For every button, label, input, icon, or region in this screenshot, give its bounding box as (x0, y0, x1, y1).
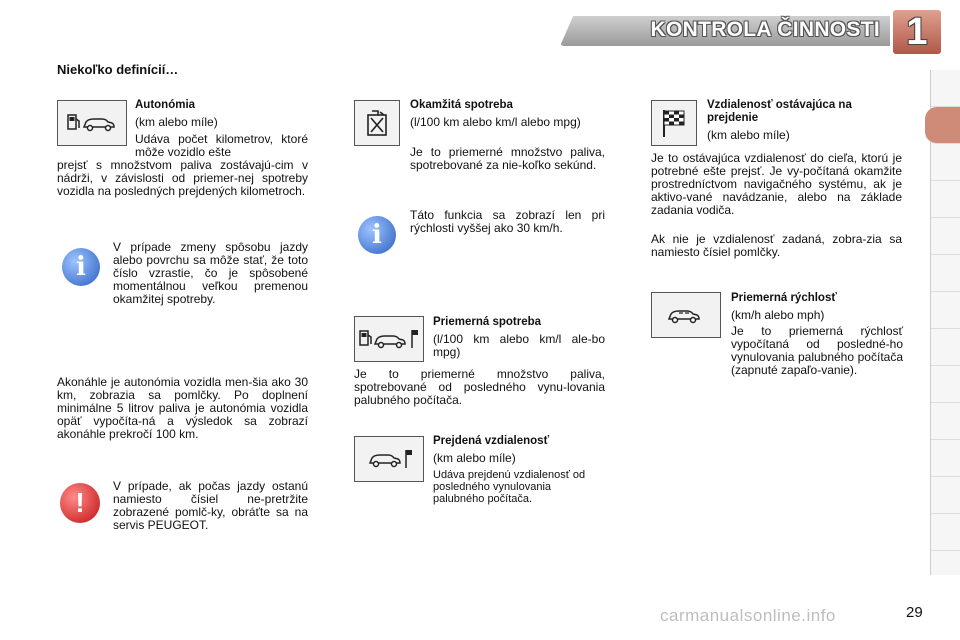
chapter-tab[interactable] (931, 70, 960, 107)
priemerna-rychlost-text: Je to priemerná rýchlosť vypočítaná od posledné-ho vynulovania palubného počítača (zapnuté zapaľo-vanie). (731, 324, 903, 377)
car-flag-icon (354, 436, 424, 482)
priemerna-rychlost-title: Priemerná rýchlosť (731, 292, 837, 304)
chapter-tab[interactable] (931, 329, 960, 366)
chapter-tab[interactable] (931, 403, 960, 440)
chapter-tab[interactable] (931, 181, 960, 218)
vzdialenost-unit: (km alebo míle) (707, 128, 790, 142)
chapter-tab[interactable] (931, 218, 960, 255)
chapter-tab[interactable] (931, 477, 960, 514)
chapter-tab[interactable] (931, 514, 960, 551)
page-title: KONTROLA ČINNOSTI (650, 18, 880, 41)
autonomia-note: Akonáhle je autonómia vozidla men-šia ako 30 km, zobrazia sa pomlčky. Po doplnení minimálne 5 litrov paliva je autonómia vozidla opäť vypočíta-ná a výsledok sa zobrazí akonáhle prekročí 100 km. (57, 375, 308, 441)
info-note-1: V prípade zmeny spôsobu jazdy alebo povrchu sa môže stať, že toto číslo vzrastie, čo je spôsobené momentálnou veľkou premenou okamžitej spotreby. (113, 240, 308, 306)
chapter-number: 1 (906, 11, 928, 53)
autonomia-text-a: Udáva počet kilometrov, ktoré môže vozidlo ešte (135, 132, 308, 159)
chapter-tabs (930, 70, 960, 575)
prejdena-unit: (km alebo míle) (433, 451, 516, 465)
okamzita-title: Okamžitá spotreba (410, 99, 513, 111)
fuel-can-icon (354, 100, 400, 146)
priemerna-spotreba-unit: (l/100 km alebo km/l ale-bo mpg) (433, 332, 605, 359)
watermark: carmanualsonline.info (660, 606, 836, 625)
page-number: 29 (906, 604, 923, 621)
vzdialenost-title: Vzdialenosť ostávajúca na prejdenie (707, 99, 852, 124)
chapter-tab[interactable] (931, 366, 960, 403)
section-title: Niekoľko definícií… (57, 62, 179, 77)
chapter-tab[interactable] (931, 255, 960, 292)
okamzita-text: Je to priemerné množstvo paliva, spotrebované za nie-koľko sekúnd. (410, 145, 605, 172)
warning-note: V prípade, ak počas jazdy ostanú namiesto čísiel ne-pretržite zobrazené pomlč-ky, obráťte sa na servis PEUGEOT. (113, 479, 308, 532)
priemerna-spotreba-text: Je to priemerné množstvo paliva, spotrebované od posledného vynu-lovania palubného počítača. (354, 367, 605, 407)
info-icon: i (62, 248, 100, 286)
priemerna-spotreba-title: Priemerná spotreba (433, 316, 542, 328)
okamzita-unit: (l/100 km alebo km/l alebo mpg) (410, 115, 581, 129)
info-note-2: Táto funkcia sa zobrazí len pri rýchlosti vyššej ako 30 km/h. (410, 208, 605, 235)
autonomia-unit: (km alebo míle) (135, 115, 218, 129)
vzdialenost-text-2: Ak nie je vzdialenosť zadaná, zobra-zia sa namiesto čísiel pomlčky. (651, 232, 902, 259)
priemerna-rychlost-unit: (km/h alebo mph) (731, 308, 825, 322)
chapter-tab-active[interactable] (925, 107, 960, 144)
checkered-flag-icon (651, 100, 697, 146)
chapter-tab[interactable] (931, 144, 960, 181)
prejdena-text: Udáva prejdenú vzdialenosť od posledného vynulovania palubného počítača. (433, 469, 586, 505)
autonomia-title: Autonómia (135, 99, 196, 111)
exclamation-icon: ! (60, 483, 100, 523)
fuel-pump-car-icon (57, 100, 127, 146)
chapter-tab[interactable] (931, 440, 960, 477)
chapter-tab[interactable] (931, 292, 960, 329)
fuel-pump-car-flag-icon (354, 316, 424, 362)
prejdena-title: Prejdená vzdialenosť (433, 435, 550, 447)
car-speed-icon (651, 292, 721, 338)
vzdialenost-text-1: Je to ostávajúca vzdialenosť do cieľa, ktorú je potrebné ešte prejsť. Je vy-počítaná okamžite prostredníctvom navigačného systému, ak je aktivo-vané navádzanie, alebo na základe zadania vodiča. (651, 151, 902, 217)
info-icon: i (358, 216, 396, 254)
autonomia-text-b: prejsť s množstvom paliva zostávajú-cim v nádrži, v závislosti od priemer-nej spotreby vozidla na posledných prejdených kilometroch. (57, 158, 308, 198)
